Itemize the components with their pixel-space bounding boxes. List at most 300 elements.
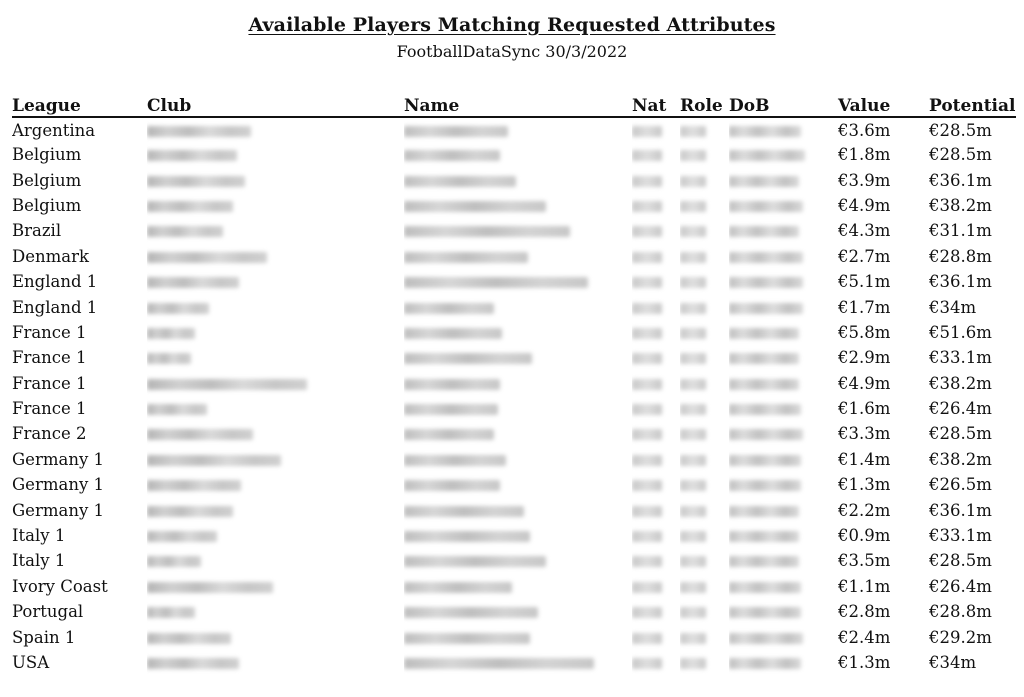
cell-value: €0.9m (838, 526, 891, 546)
cell-nat (632, 548, 680, 573)
cell-potential: €38.2m (929, 195, 992, 215)
cell-nat (632, 624, 680, 649)
cell-dob (729, 574, 838, 599)
cell-nat (632, 345, 680, 370)
redacted-club (147, 126, 251, 137)
redacted-nat (632, 429, 662, 440)
table-row (12, 650, 1016, 675)
cell-dob (729, 421, 838, 446)
cell-league: France 1 (12, 348, 87, 368)
cell-role (680, 472, 729, 497)
cell-dob (729, 320, 838, 345)
redacted-nat (632, 252, 662, 263)
table-row (12, 269, 1016, 294)
redacted-name (404, 379, 500, 390)
cell-nat (632, 320, 680, 345)
redacted-club (147, 252, 267, 263)
cell-club (147, 650, 404, 675)
cell-value: €1.7m (838, 297, 891, 317)
cell-value: €4.3m (838, 221, 891, 241)
cell-dob (729, 218, 838, 243)
cell-value: €2.7m (838, 246, 891, 266)
redacted-role (680, 126, 706, 137)
cell-league: Brazil (12, 221, 62, 241)
table-row (12, 218, 1016, 243)
cell-potential: €33.1m (929, 348, 992, 368)
cell-nat (632, 294, 680, 319)
players-table (12, 92, 1016, 675)
cell-club (147, 574, 404, 599)
cell-potential: €33.1m (929, 526, 992, 546)
redacted-nat (632, 556, 662, 567)
redacted-club (147, 531, 217, 542)
page-subtitle: FootballDataSync 30/3/2022 (396, 42, 628, 61)
cell-role (680, 447, 729, 472)
cell-nat (632, 142, 680, 167)
column-header-nat: Nat (632, 96, 667, 116)
cell-club (147, 218, 404, 243)
cell-league: France 1 (12, 399, 87, 419)
redacted-dob (729, 126, 801, 137)
cell-role (680, 345, 729, 370)
redacted-dob (729, 176, 799, 187)
cell-club (147, 421, 404, 446)
cell-potential: €28.5m (929, 424, 992, 444)
cell-name (404, 142, 632, 167)
redacted-dob (729, 226, 799, 237)
redacted-name (404, 658, 594, 669)
redacted-nat (632, 150, 662, 161)
redacted-name (404, 633, 530, 644)
redacted-nat (632, 531, 662, 542)
redacted-dob (729, 582, 801, 593)
cell-name (404, 574, 632, 599)
cell-nat (632, 574, 680, 599)
cell-league: Italy 1 (12, 526, 66, 546)
redacted-name (404, 328, 502, 339)
redacted-nat (632, 126, 662, 137)
cell-name (404, 371, 632, 396)
cell-value: €1.1m (838, 576, 891, 596)
cell-value: €3.5m (838, 551, 891, 571)
cell-nat (632, 193, 680, 218)
column-header-value: Value (838, 96, 891, 116)
redacted-dob (729, 201, 803, 212)
column-header-club: Club (147, 96, 192, 116)
cell-role (680, 650, 729, 675)
redacted-dob (729, 252, 803, 263)
cell-nat (632, 244, 680, 269)
table-row (12, 193, 1016, 218)
cell-role (680, 523, 729, 548)
cell-league: England 1 (12, 297, 98, 317)
redacted-role (680, 201, 706, 212)
cell-potential: €28.8m (929, 602, 992, 622)
redacted-role (680, 252, 706, 263)
redacted-name (404, 556, 546, 567)
redacted-nat (632, 607, 662, 618)
cell-club (147, 117, 404, 142)
redacted-name (404, 582, 512, 593)
table-row (12, 167, 1016, 192)
cell-dob (729, 447, 838, 472)
cell-role (680, 269, 729, 294)
cell-value: €3.6m (838, 120, 891, 140)
cell-dob (729, 294, 838, 319)
cell-dob (729, 497, 838, 522)
cell-name (404, 345, 632, 370)
redacted-role (680, 582, 706, 593)
redacted-club (147, 404, 207, 415)
redacted-dob (729, 404, 801, 415)
redacted-nat (632, 633, 662, 644)
cell-nat (632, 218, 680, 243)
cell-league: Germany 1 (12, 475, 105, 495)
cell-value: €4.9m (838, 373, 891, 393)
redacted-role (680, 429, 706, 440)
redacted-nat (632, 658, 662, 669)
redacted-name (404, 150, 500, 161)
cell-league: France 1 (12, 322, 87, 342)
redacted-dob (729, 303, 803, 314)
redacted-nat (632, 582, 662, 593)
cell-name (404, 269, 632, 294)
redacted-name (404, 226, 570, 237)
table-header-row (12, 92, 1016, 117)
cell-name (404, 294, 632, 319)
cell-value: €3.9m (838, 170, 891, 190)
redacted-club (147, 277, 239, 288)
cell-role (680, 599, 729, 624)
cell-league: Portugal (12, 602, 84, 622)
cell-dob (729, 167, 838, 192)
cell-nat (632, 167, 680, 192)
cell-club (147, 599, 404, 624)
redacted-nat (632, 404, 662, 415)
cell-club (147, 497, 404, 522)
cell-value: €4.9m (838, 195, 891, 215)
cell-dob (729, 548, 838, 573)
cell-dob (729, 244, 838, 269)
redacted-name (404, 506, 524, 517)
cell-club (147, 294, 404, 319)
redacted-name (404, 429, 494, 440)
redacted-role (680, 150, 706, 161)
redacted-name (404, 480, 500, 491)
cell-value: €2.2m (838, 500, 891, 520)
cell-potential: €28.8m (929, 246, 992, 266)
redacted-club (147, 582, 273, 593)
cell-potential: €28.5m (929, 551, 992, 571)
cell-nat (632, 421, 680, 446)
cell-role (680, 218, 729, 243)
redacted-name (404, 303, 494, 314)
redacted-role (680, 379, 706, 390)
cell-club (147, 396, 404, 421)
table-row (12, 294, 1016, 319)
table-row (12, 472, 1016, 497)
redacted-club (147, 607, 195, 618)
cell-potential: €38.2m (929, 373, 992, 393)
cell-value: €3.3m (838, 424, 891, 444)
cell-potential: €28.5m (929, 120, 992, 140)
redacted-nat (632, 226, 662, 237)
cell-club (147, 548, 404, 573)
redacted-club (147, 328, 195, 339)
cell-nat (632, 497, 680, 522)
cell-club (147, 447, 404, 472)
redacted-club (147, 353, 191, 364)
cell-club (147, 244, 404, 269)
cell-value: €1.8m (838, 145, 891, 165)
table-row (12, 624, 1016, 649)
cell-value: €1.6m (838, 399, 891, 419)
redacted-dob (729, 531, 799, 542)
redacted-name (404, 353, 532, 364)
table-row (12, 548, 1016, 573)
redacted-club (147, 226, 223, 237)
column-header-league: League (12, 96, 81, 116)
redacted-club (147, 480, 241, 491)
cell-role (680, 548, 729, 573)
redacted-club (147, 176, 245, 187)
cell-name (404, 396, 632, 421)
cell-value: €2.8m (838, 602, 891, 622)
cell-dob (729, 345, 838, 370)
cell-club (147, 371, 404, 396)
cell-league: Belgium (12, 145, 82, 165)
table-row (12, 244, 1016, 269)
table-row (12, 421, 1016, 446)
cell-role (680, 624, 729, 649)
cell-club (147, 193, 404, 218)
redacted-club (147, 556, 201, 567)
cell-dob (729, 599, 838, 624)
redacted-nat (632, 328, 662, 339)
cell-club (147, 269, 404, 294)
column-header-dob: DoB (729, 96, 770, 116)
table-row (12, 345, 1016, 370)
cell-value: €1.4m (838, 449, 891, 469)
cell-league: Denmark (12, 246, 89, 266)
redacted-name (404, 607, 538, 618)
table-row (12, 523, 1016, 548)
cell-league: Argentina (12, 120, 96, 140)
cell-nat (632, 117, 680, 142)
cell-value: €5.1m (838, 272, 891, 292)
cell-club (147, 142, 404, 167)
cell-potential: €26.4m (929, 576, 992, 596)
cell-name (404, 599, 632, 624)
redacted-club (147, 379, 307, 390)
table-row (12, 574, 1016, 599)
cell-potential: €51.6m (929, 322, 992, 342)
redacted-role (680, 404, 706, 415)
redacted-name (404, 126, 508, 137)
cell-league: England 1 (12, 272, 98, 292)
table-row (12, 320, 1016, 345)
redacted-dob (729, 277, 803, 288)
cell-potential: €26.5m (929, 475, 992, 495)
cell-potential: €38.2m (929, 449, 992, 469)
cell-dob (729, 117, 838, 142)
cell-name (404, 218, 632, 243)
cell-club (147, 523, 404, 548)
cell-league: Belgium (12, 195, 82, 215)
cell-club (147, 624, 404, 649)
cell-nat (632, 599, 680, 624)
redacted-name (404, 404, 498, 415)
cell-role (680, 320, 729, 345)
cell-nat (632, 472, 680, 497)
redacted-dob (729, 556, 799, 567)
cell-role (680, 167, 729, 192)
redacted-role (680, 455, 706, 466)
cell-league: Germany 1 (12, 449, 105, 469)
redacted-nat (632, 277, 662, 288)
redacted-dob (729, 506, 799, 517)
cell-club (147, 345, 404, 370)
cell-potential: €36.1m (929, 272, 992, 292)
redacted-dob (729, 429, 803, 440)
cell-role (680, 371, 729, 396)
redacted-club (147, 633, 231, 644)
cell-name (404, 193, 632, 218)
redacted-dob (729, 379, 799, 390)
redacted-role (680, 607, 706, 618)
cell-league: Ivory Coast (12, 576, 108, 596)
redacted-nat (632, 506, 662, 517)
cell-nat (632, 396, 680, 421)
cell-dob (729, 142, 838, 167)
cell-league: Spain 1 (12, 627, 76, 647)
cell-league: USA (12, 653, 50, 672)
cell-dob (729, 193, 838, 218)
redacted-nat (632, 379, 662, 390)
cell-role (680, 117, 729, 142)
cell-league: France 2 (12, 424, 87, 444)
redacted-name (404, 277, 588, 288)
redacted-dob (729, 328, 799, 339)
cell-potential: €36.1m (929, 170, 992, 190)
cell-league: France 1 (12, 373, 87, 393)
cell-value: €2.9m (838, 348, 891, 368)
cell-potential: €28.5m (929, 145, 992, 165)
redacted-role (680, 277, 706, 288)
cell-league: Belgium (12, 170, 82, 190)
redacted-name (404, 455, 506, 466)
cell-nat (632, 523, 680, 548)
redacted-club (147, 303, 209, 314)
cell-role (680, 142, 729, 167)
redacted-club (147, 455, 281, 466)
cell-role (680, 574, 729, 599)
redacted-role (680, 328, 706, 339)
cell-dob (729, 371, 838, 396)
cell-potential: €31.1m (929, 221, 992, 241)
cell-league: Germany 1 (12, 500, 105, 520)
redacted-role (680, 658, 706, 669)
cell-name (404, 523, 632, 548)
redacted-dob (729, 633, 803, 644)
cell-value: €1.3m (838, 475, 891, 495)
redacted-nat (632, 480, 662, 491)
cell-value: €1.3m (838, 653, 891, 672)
table-row (12, 142, 1016, 167)
table-row (12, 396, 1016, 421)
cell-potential: €34m (929, 653, 977, 672)
table-row (12, 117, 1016, 142)
redacted-dob (729, 150, 805, 161)
redacted-nat (632, 455, 662, 466)
cell-club (147, 320, 404, 345)
cell-club (147, 167, 404, 192)
redacted-name (404, 531, 530, 542)
table-body (12, 117, 1016, 675)
cell-nat (632, 447, 680, 472)
redacted-dob (729, 455, 801, 466)
cell-league: Italy 1 (12, 551, 66, 571)
cell-potential: €36.1m (929, 500, 992, 520)
cell-potential: €29.2m (929, 627, 992, 647)
redacted-role (680, 480, 706, 491)
redacted-club (147, 150, 237, 161)
redacted-nat (632, 201, 662, 212)
cell-potential: €34m (929, 297, 977, 317)
cell-name (404, 472, 632, 497)
redacted-dob (729, 607, 801, 618)
redacted-nat (632, 176, 662, 187)
redacted-name (404, 201, 546, 212)
cell-value: €5.8m (838, 322, 891, 342)
cell-dob (729, 650, 838, 675)
cell-name (404, 320, 632, 345)
cell-nat (632, 371, 680, 396)
cell-nat (632, 269, 680, 294)
redacted-role (680, 556, 706, 567)
redacted-nat (632, 303, 662, 314)
redacted-role (680, 176, 706, 187)
redacted-club (147, 506, 233, 517)
cell-role (680, 294, 729, 319)
cell-dob (729, 472, 838, 497)
redacted-role (680, 226, 706, 237)
column-header-role: Role (680, 96, 723, 116)
column-header-potential: Potential (929, 96, 1016, 116)
cell-role (680, 193, 729, 218)
column-header-name: Name (404, 96, 460, 116)
redacted-role (680, 353, 706, 364)
table-row (12, 447, 1016, 472)
cell-name (404, 497, 632, 522)
cell-dob (729, 523, 838, 548)
table-row (12, 599, 1016, 624)
cell-name (404, 548, 632, 573)
redacted-dob (729, 353, 799, 364)
redacted-nat (632, 353, 662, 364)
cell-role (680, 396, 729, 421)
cell-role (680, 497, 729, 522)
redacted-role (680, 633, 706, 644)
redacted-role (680, 303, 706, 314)
cell-dob (729, 269, 838, 294)
cell-name (404, 421, 632, 446)
table-row (12, 497, 1016, 522)
redacted-dob (729, 658, 801, 669)
cell-dob (729, 396, 838, 421)
cell-role (680, 421, 729, 446)
cell-name (404, 167, 632, 192)
